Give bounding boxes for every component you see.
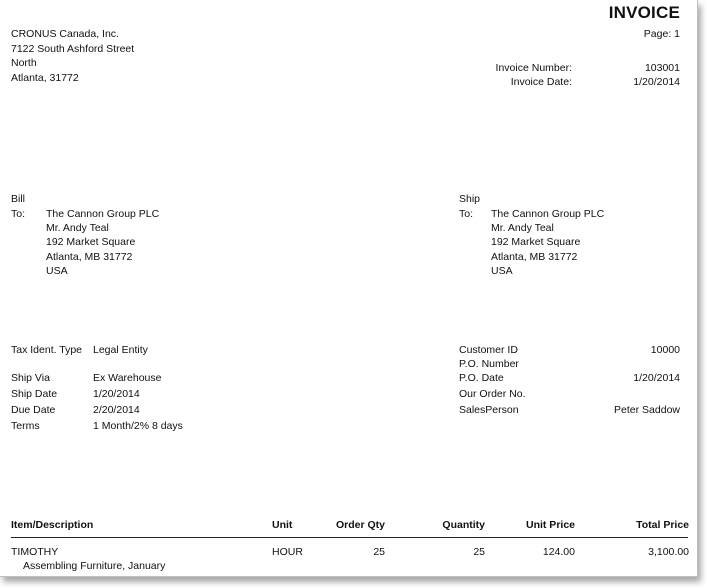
company-name: CRONUS Canada, Inc. (11, 28, 119, 40)
col-header-quantity: Quantity (442, 519, 485, 531)
tax-ident-type-value: Legal Entity (93, 344, 148, 356)
invoice-title: INVOICE (608, 3, 680, 22)
po-number-label: P.O. Number (459, 358, 519, 370)
salesperson-label: SalesPerson (459, 404, 519, 416)
invoice-number: 103001 (644, 62, 680, 74)
ship-via-value: Ex Warehouse (93, 372, 162, 384)
tax-ident-type-label: Tax Ident. Type (11, 344, 83, 356)
salesperson-value: Peter Saddow (614, 404, 680, 416)
bill-to-line: Atlanta, MB 31772 (46, 251, 133, 263)
table-header-rule (11, 537, 688, 538)
ship-to-label: To: (459, 208, 474, 220)
customer-id-value: 10000 (650, 344, 680, 356)
bill-to-line: 192 Market Square (46, 236, 136, 248)
col-header-unit-price: Unit Price (525, 519, 575, 531)
po-date-value: 1/20/2014 (633, 372, 680, 384)
row-item: TIMOTHY (11, 546, 59, 558)
ship-to-line: The Cannon Group PLC (491, 208, 605, 220)
bill-to-label: To: (11, 208, 26, 220)
col-header-total-price: Total Price (636, 519, 689, 531)
company-street: 7122 South Ashford Street (11, 43, 135, 55)
row-order-qty: 25 (373, 546, 385, 558)
ship-date-label: Ship Date (11, 388, 58, 400)
company-region: North (11, 57, 37, 69)
row-quantity: 25 (473, 546, 485, 558)
customer-id-label: Customer ID (459, 344, 518, 356)
terms-label: Terms (11, 420, 40, 432)
company-city: Atlanta, 31772 (11, 72, 79, 84)
due-date-label: Due Date (11, 404, 56, 416)
col-header-order-qty: Order Qty (335, 519, 385, 531)
bill-to-line: Mr. Andy Teal (46, 222, 109, 234)
ship-to-line: Atlanta, MB 31772 (491, 251, 578, 263)
ship-via-label: Ship Via (11, 372, 50, 384)
ship-date-value: 1/20/2014 (93, 388, 140, 400)
bill-to-line: The Cannon Group PLC (46, 208, 160, 220)
bill-to-line: USA (46, 265, 68, 277)
col-header-unit: Unit (272, 519, 293, 531)
invoice-date: 1/20/2014 (633, 76, 680, 88)
terms-value: 1 Month/2% 8 days (93, 420, 183, 432)
row-total-price: 3,100.00 (648, 546, 689, 558)
ship-to-line: Mr. Andy Teal (491, 222, 554, 234)
row-unit: HOUR (272, 546, 303, 558)
ship-to-line: USA (491, 265, 513, 277)
col-header-item: Item/Description (11, 519, 94, 531)
invoice-date-label: Invoice Date: (510, 76, 572, 88)
our-order-no-label: Our Order No. (459, 388, 526, 400)
bill-to-heading: Bill (11, 193, 26, 205)
invoice-number-label: Invoice Number: (495, 62, 572, 74)
ship-to-line: 192 Market Square (491, 236, 581, 248)
po-date-label: P.O. Date (459, 372, 504, 384)
row-description: Assembling Furniture, January (23, 560, 166, 572)
due-date-value: 2/20/2014 (93, 404, 140, 416)
page-number: Page: 1 (643, 28, 680, 40)
row-unit-price: 124.00 (542, 546, 575, 558)
ship-to-heading: Ship (459, 193, 481, 205)
